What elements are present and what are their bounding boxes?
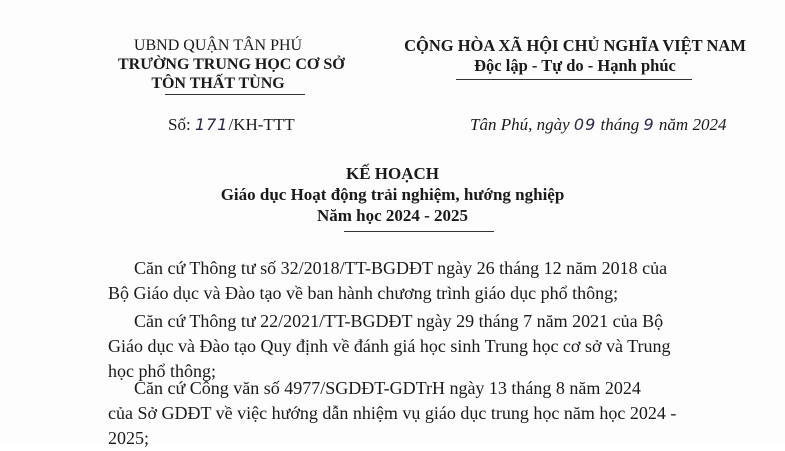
paragraph-2-text-3: học phổ thông; (108, 361, 216, 381)
paragraph-3 (108, 376, 740, 451)
paragraph-2-line-2 (108, 334, 740, 359)
paragraph-3-text-1: Căn cứ Công văn số 4977/SGDĐT-GDTrH ngày 13 tháng 8 năm 2024 (134, 378, 641, 398)
date-line (470, 115, 726, 135)
paragraph-2 (108, 309, 740, 384)
paragraph-3-text-3: 2025; (108, 428, 150, 448)
doc-number-handwritten: 171 (194, 115, 229, 134)
paragraph-2-text-1: Căn cứ Thông tư 22/2021/TT-BGDĐT ngày 29 tháng 7 năm 2021 của Bộ (134, 311, 664, 331)
paragraph-3-line-3 (108, 426, 740, 451)
title-underline (344, 231, 494, 232)
national-motto: Độc lập - Tự do - Hạnh phúc (474, 56, 676, 75)
motto-underline (456, 79, 692, 80)
paragraph-1-line-1 (108, 256, 740, 281)
document-subtitle: Giáo dục Hoạt động trải nghiệm, hướng nghiệp (220, 185, 565, 204)
date-place: Tân Phú, ngày (470, 115, 570, 134)
paragraph-1-text-2: Bộ Giáo dục và Đào tạo về ban hành chương trình giáo dục phổ thông; (108, 283, 619, 303)
district-name: UBND QUẬN TÂN PHÚ (133, 37, 303, 54)
header-right (390, 36, 760, 76)
date-day: 09 (573, 115, 597, 134)
paragraph-1-line-2 (108, 281, 740, 306)
doc-number-suffix: /KH-TTT (228, 115, 295, 134)
country-name: CỘNG HÒA XÃ HỘI CHỦ NGHĨA VIỆT NAM (404, 36, 746, 55)
paragraph-3-line-1 (108, 376, 740, 401)
document-number (168, 115, 295, 135)
paragraph-3-text-2: của Sở GDĐT về việc hướng dẫn nhiệm vụ giáo dục trung học năm học 2024 - (108, 403, 677, 423)
header-left-underline (165, 94, 305, 95)
title-block (180, 163, 605, 226)
date-month-label: tháng (600, 115, 640, 134)
paragraph-2-text-2: Giáo dục và Đào tạo Quy định về đánh giá học sinh Trung học cơ sở và Trung (108, 336, 671, 356)
school-name: TÔN THẤT TÙNG (151, 75, 285, 92)
school-type: TRƯỜNG TRUNG HỌC CƠ SỞ (118, 56, 345, 73)
header-left (118, 36, 345, 93)
doc-number-prefix: Số: (168, 115, 191, 134)
school-year: Năm học 2024 - 2025 (316, 206, 469, 225)
document-title: KẾ HOẠCH (345, 164, 440, 183)
paragraph-1-text-1: Căn cứ Thông tư số 32/2018/TT-BGDĐT ngày 26 tháng 12 năm 2018 của (134, 258, 668, 278)
paragraph-3-line-2 (108, 401, 740, 426)
date-year: năm 2024 (658, 115, 727, 134)
paragraph-1 (108, 256, 740, 306)
paragraph-2-line-1 (108, 309, 740, 334)
date-month: 9 (643, 115, 655, 134)
